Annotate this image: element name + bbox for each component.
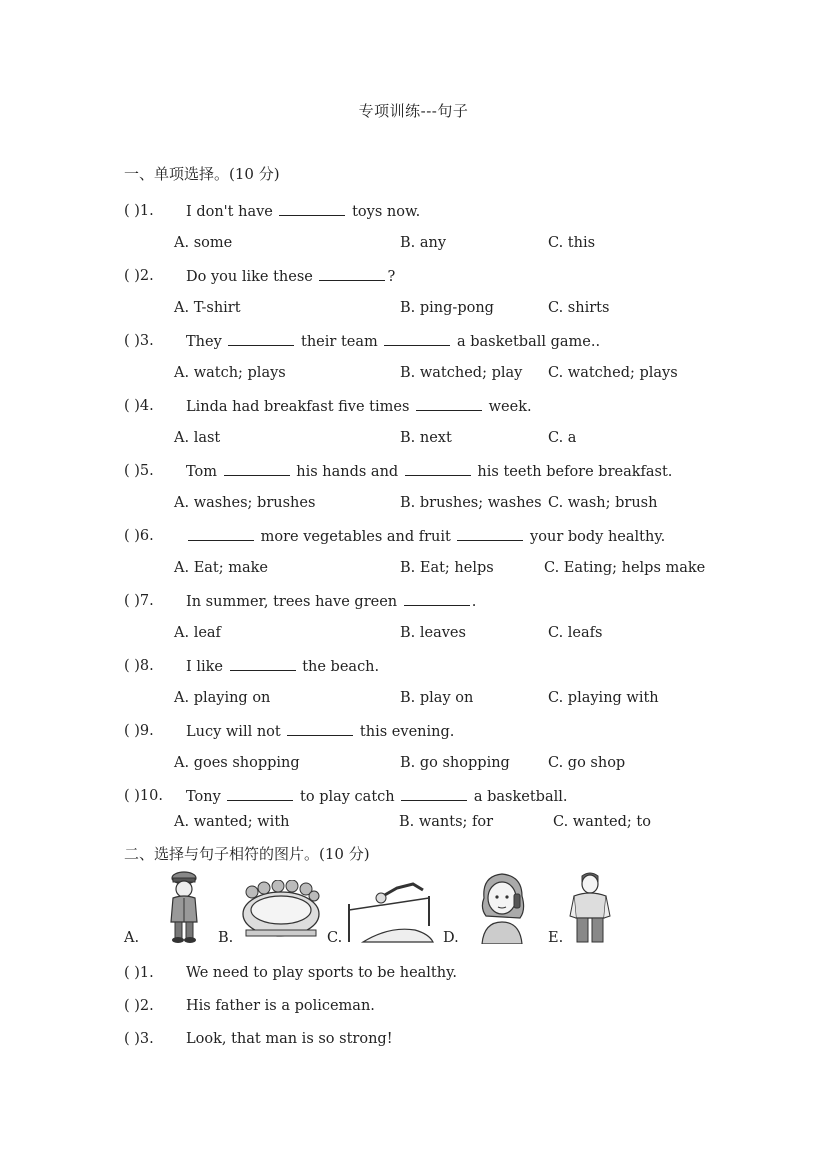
option-a[interactable]: A. playing on <box>174 690 271 706</box>
question-number: ( )9. <box>124 723 154 739</box>
option-b[interactable]: B. Eat; helps <box>400 560 494 576</box>
answer-blank[interactable] <box>404 593 470 606</box>
option-b[interactable]: B. go shopping <box>400 755 510 771</box>
question-text-part: Lucy will not <box>186 724 286 740</box>
question-text-part: a basketball game.. <box>452 334 601 350</box>
option-a[interactable]: A. some <box>174 235 233 251</box>
question-text-part: to play catch <box>295 789 400 805</box>
answer-blank[interactable] <box>230 658 296 671</box>
answer-blank[interactable] <box>227 788 293 801</box>
picture-label-d: D. <box>443 930 459 946</box>
question-text-part: Tom <box>186 464 222 480</box>
option-a[interactable]: A. leaf <box>174 625 221 641</box>
question-text <box>186 723 454 740</box>
option-b[interactable]: B. brushes; washes <box>400 495 542 511</box>
question-8 <box>124 658 380 675</box>
answer-blank[interactable] <box>319 268 385 281</box>
option-a[interactable]: A. T-shirt <box>174 300 241 316</box>
section1-heading: 一、单项选择。(10 分) <box>124 165 280 183</box>
option-a[interactable]: A. watch; plays <box>174 365 286 381</box>
option-a[interactable]: A. washes; brushes <box>174 495 316 511</box>
s2-q1-text: We need to play sports to be healthy. <box>186 965 457 981</box>
question-text-part: Linda had breakfast five times <box>186 399 415 415</box>
question-text-part: ? <box>387 269 396 285</box>
question-text-part: Do you like these <box>186 269 318 285</box>
question-2 <box>124 268 396 285</box>
option-c[interactable]: C. go shop <box>548 755 626 771</box>
question-5 <box>124 463 673 480</box>
question-text-part: this evening. <box>355 724 455 740</box>
answer-blank[interactable] <box>188 528 254 541</box>
picture-label-c: C. <box>327 930 343 946</box>
question-number: ( )3. <box>124 333 154 349</box>
s2-q3-number: ( )3. <box>124 1031 154 1047</box>
s2-q2-text: His father is a policeman. <box>186 998 375 1014</box>
option-c[interactable]: C. wash; brush <box>548 495 658 511</box>
s2-q2-number: ( )2. <box>124 998 154 1014</box>
page-title: 专项训练---句子 <box>358 102 469 120</box>
option-b[interactable]: B. watched; play <box>400 365 523 381</box>
option-a[interactable]: A. last <box>174 430 221 446</box>
question-text-part: a basketball. <box>469 789 568 805</box>
section2-heading: 二、选择与句子相符的图片。(10 分) <box>124 845 370 863</box>
answer-blank[interactable] <box>228 333 294 346</box>
question-text-part: toys now. <box>347 204 421 220</box>
question-number: ( )5. <box>124 463 154 479</box>
option-b[interactable]: B. ping-pong <box>400 300 494 316</box>
question-text-part: Tony <box>186 789 226 805</box>
option-a[interactable]: A. wanted; with <box>174 814 290 830</box>
question-text <box>186 203 420 220</box>
answer-blank[interactable] <box>457 528 523 541</box>
s2-q3-text: Look, that man is so strong! <box>186 1031 393 1047</box>
option-b[interactable]: B. wants; for <box>399 814 494 830</box>
picture-label-a: A. <box>124 930 140 946</box>
picture-label-e: E. <box>548 930 564 946</box>
option-c[interactable]: C. this <box>548 235 596 251</box>
option-a[interactable]: A. Eat; make <box>174 560 269 576</box>
option-b[interactable]: B. play on <box>400 690 474 706</box>
answer-blank[interactable] <box>287 723 353 736</box>
answer-blank[interactable] <box>401 788 467 801</box>
question-text-part: more vegetables and fruit <box>256 529 456 545</box>
answer-blank[interactable] <box>384 333 450 346</box>
girl-phone-icon <box>474 870 530 944</box>
answer-blank[interactable] <box>405 463 471 476</box>
question-text-part: I don't have <box>186 204 278 220</box>
question-text-part: his teeth before breakfast. <box>472 464 673 480</box>
option-b[interactable]: B. next <box>400 430 452 446</box>
option-c[interactable]: C. a <box>548 430 577 446</box>
question-number: ( )6. <box>124 528 154 544</box>
question-4 <box>124 398 532 415</box>
question-text <box>186 398 532 415</box>
question-number: ( )1. <box>124 203 154 219</box>
question-9 <box>124 723 455 740</box>
s2-question-3 <box>124 1031 393 1047</box>
option-c[interactable]: C. playing with <box>548 690 659 706</box>
option-c[interactable]: C. shirts <box>548 300 610 316</box>
option-c[interactable]: C. leafs <box>548 625 603 641</box>
option-c[interactable]: C. Eating; helps make <box>544 560 706 576</box>
question-text <box>186 658 379 675</box>
option-c[interactable]: C. wanted; to <box>553 814 651 830</box>
question-number: ( )10. <box>124 788 163 804</box>
question-text-part: I like <box>186 659 228 675</box>
bread-basket-icon <box>240 880 322 942</box>
picture-label-b: B. <box>218 930 234 946</box>
policeman-icon <box>164 870 204 944</box>
question-text <box>186 593 476 610</box>
question-number: ( )2. <box>124 268 154 284</box>
question-number: ( )7. <box>124 593 154 609</box>
question-7 <box>124 593 477 610</box>
question-number: ( )8. <box>124 658 154 674</box>
strong-man-icon <box>568 870 612 944</box>
question-text-part: . <box>471 594 477 610</box>
s2-q1-number: ( )1. <box>124 965 154 981</box>
question-text <box>186 333 600 350</box>
question-text-part: week. <box>484 399 532 415</box>
high-jump-icon <box>343 876 435 944</box>
question-text-part: their team <box>296 334 383 350</box>
option-b[interactable]: B. any <box>400 235 447 251</box>
option-c[interactable]: C. watched; plays <box>548 365 678 381</box>
answer-blank[interactable] <box>416 398 482 411</box>
question-3 <box>124 333 601 350</box>
question-text-part: In summer, trees have green <box>186 594 402 610</box>
question-6 <box>124 528 666 545</box>
question-text <box>186 463 672 480</box>
question-10 <box>124 788 568 805</box>
answer-blank[interactable] <box>279 203 345 216</box>
question-number: ( )4. <box>124 398 154 414</box>
question-text-part: They <box>186 334 227 350</box>
question-text <box>186 268 395 285</box>
question-text-part: the beach. <box>297 659 380 675</box>
question-text-part: his hands and <box>291 464 403 480</box>
answer-blank[interactable] <box>224 463 290 476</box>
option-a[interactable]: A. goes shopping <box>174 755 300 771</box>
option-b[interactable]: B. leaves <box>400 625 466 641</box>
question-text <box>186 788 567 805</box>
question-1 <box>124 203 421 220</box>
question-text <box>186 528 665 545</box>
s2-question-2 <box>124 998 375 1014</box>
question-text-part: your body healthy. <box>525 529 666 545</box>
s2-question-1 <box>124 965 457 981</box>
